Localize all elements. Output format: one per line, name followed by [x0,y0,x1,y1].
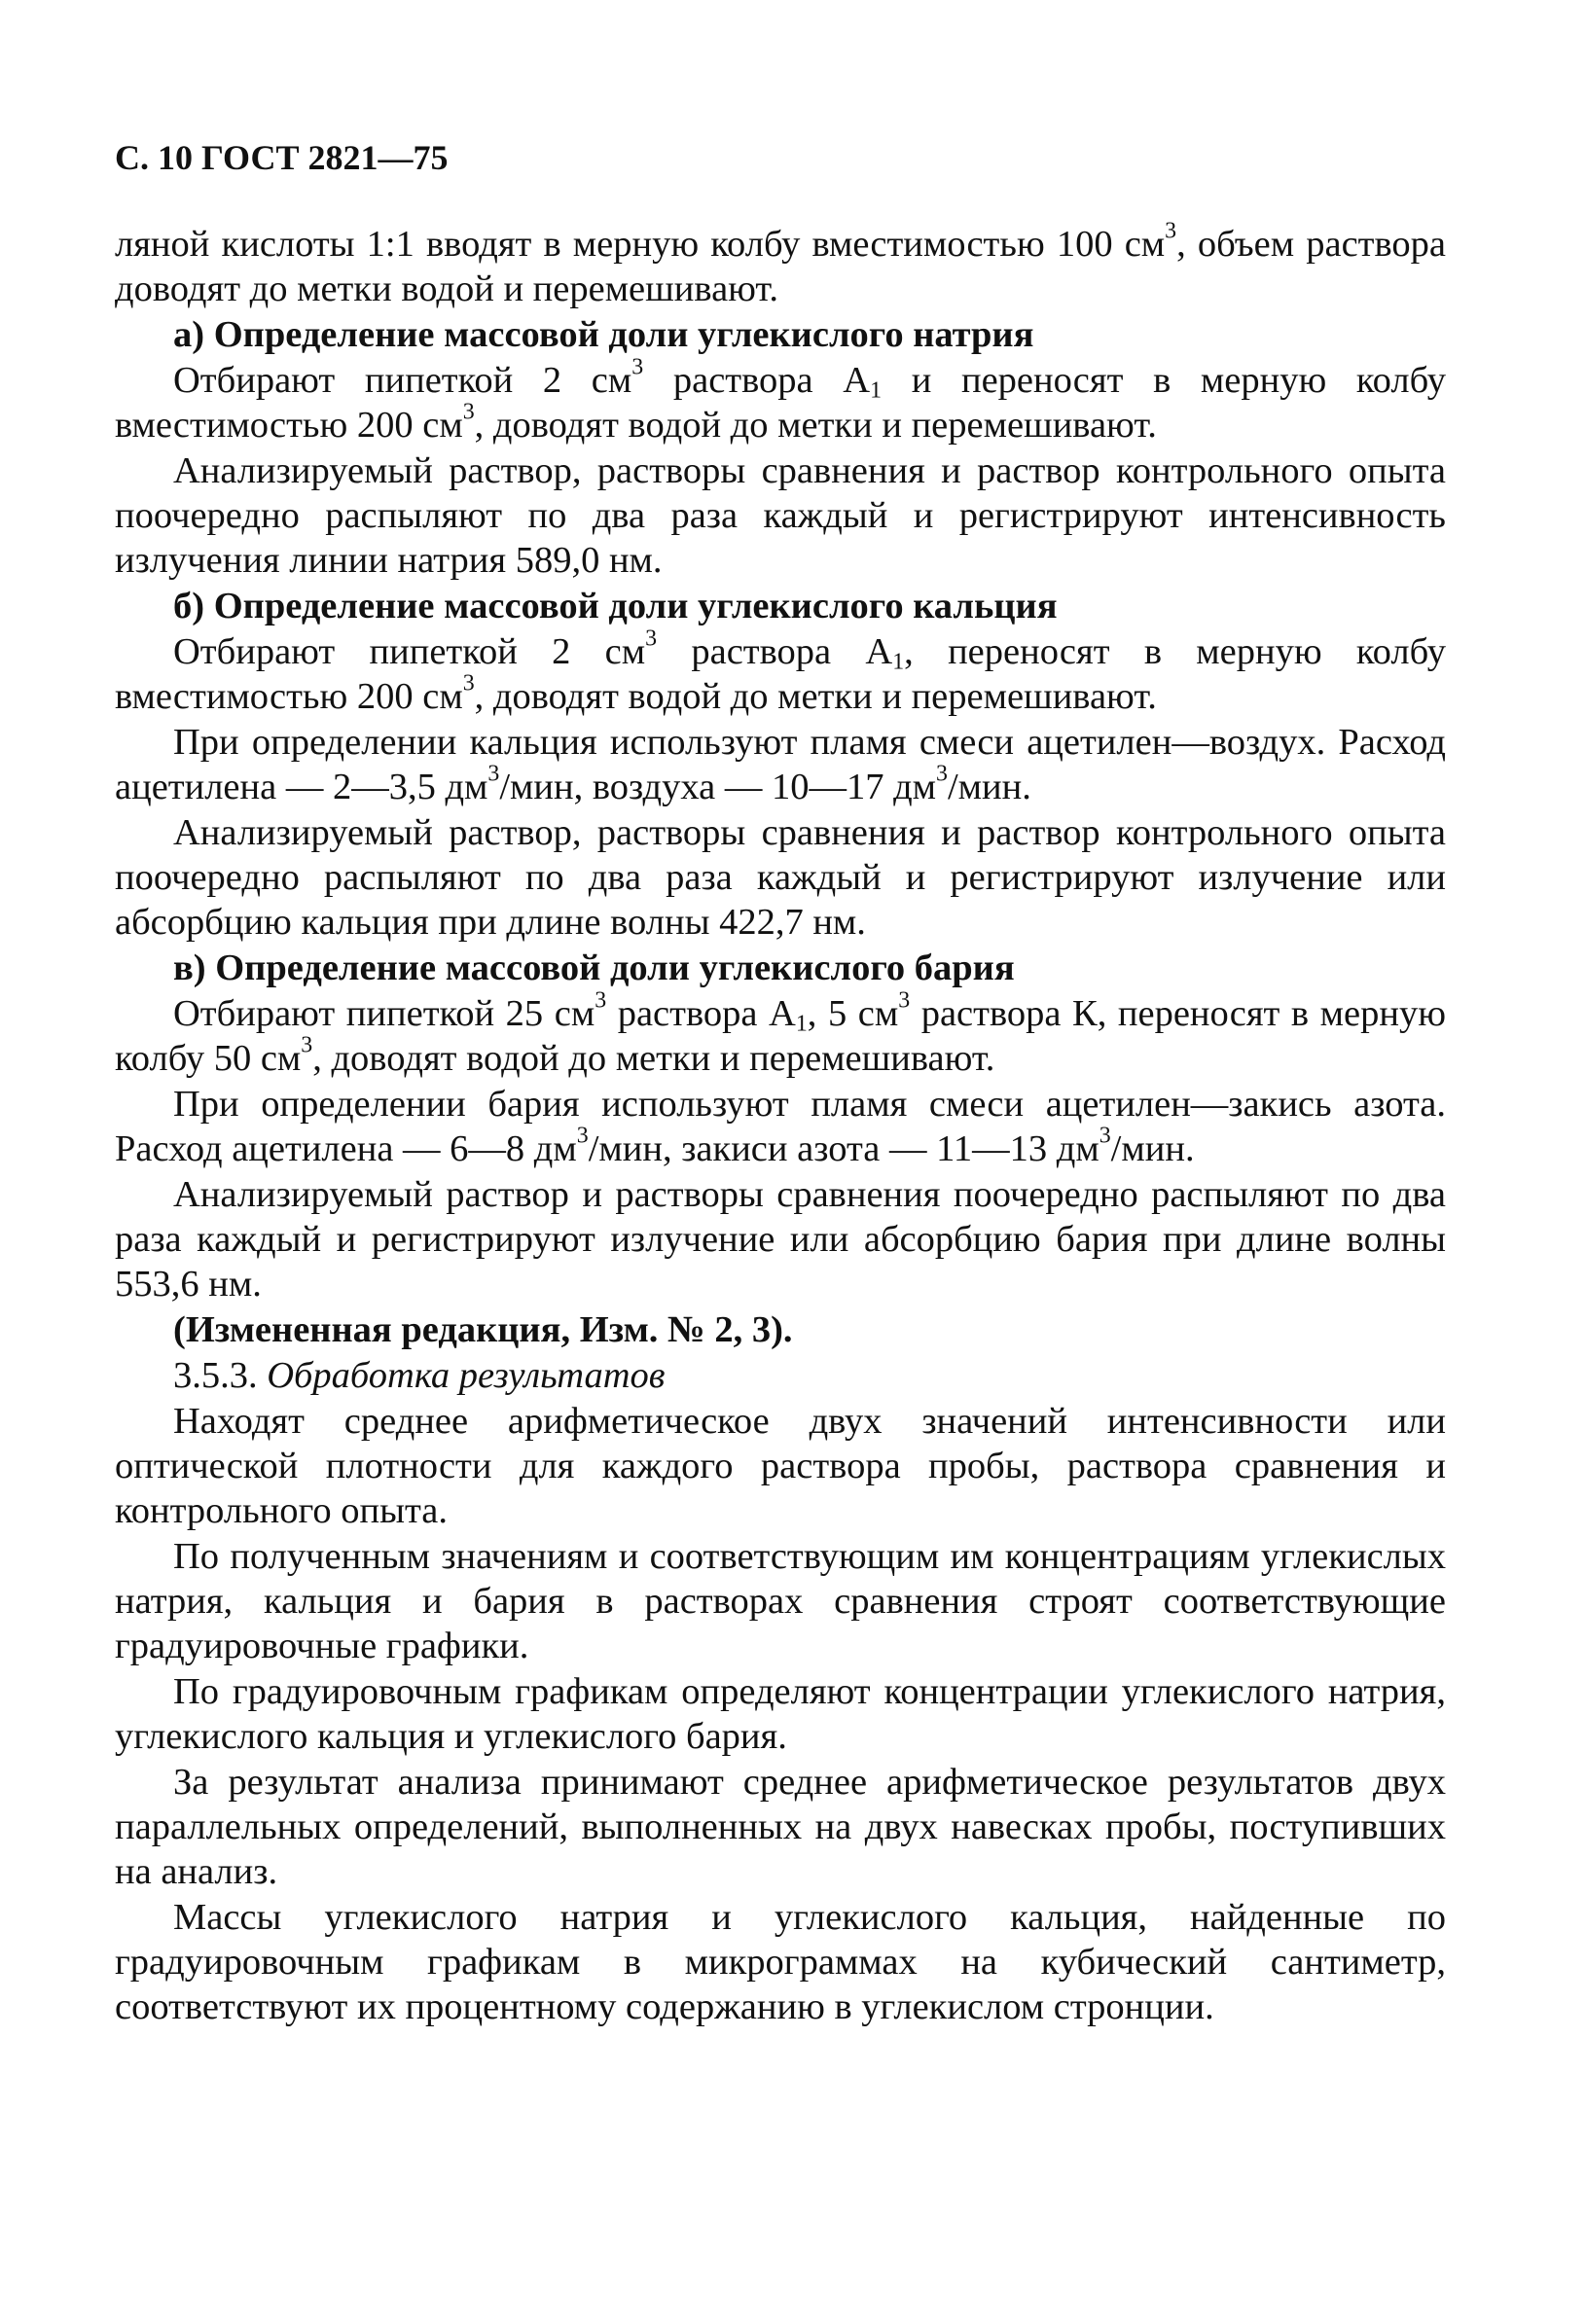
paragraph [115,720,1446,809]
paragraph [115,1082,1446,1171]
superscript: 3 [595,987,607,1014]
clause-heading [115,1353,1446,1398]
text-run: , переносят в мерную колбу вместимостью 200 см [115,631,1446,717]
paragraph: Массы углекислого натрия и углекислого кальция, найденные по градуировочным графикам в микрограммах на кубический сантиметр, соответствуют их процентному содержанию в углекислом стронции. [115,1897,1446,2027]
superscript: 3 [462,399,475,425]
page-header: С. 10 ГОСТ 2821—75 [115,138,449,177]
text-run: ляной кислоты 1:1 вводят в мерную колбу вместимостью 100 см [115,224,1166,265]
clause-number: 3.5.3. [173,1355,258,1396]
text-run: /мин. [947,767,1031,807]
superscript: 3 [487,761,500,787]
text-run: , 5 см [807,993,899,1034]
text-run: /мин, воздуха — 10—17 дм [499,767,937,807]
paragraph: Анализируемый раствор, растворы сравнения и раствор контрольного опыта поочередно распыляют по два раза каждый и регистрируют интенсивность излучения линии натрия 589,0 нм. [115,450,1446,581]
paragraph: По полученным значениям и соответствующим им концентрациям углекислых натрия, кальция и бария в растворах сравнения строят соответствующие градуировочные графики. [115,1536,1446,1666]
text-run: , доводят водой до метки и перемешивают. [312,1038,995,1079]
text-run: Отбирают пипеткой 2 см [173,631,646,672]
paragraph: По градуировочным графикам определяют концентрации углекислого натрия, углекислого кальция и углекислого бария. [115,1671,1446,1757]
subscript: 1 [795,1011,808,1037]
document-body [115,218,1446,2030]
superscript: 3 [1165,218,1177,244]
superscript: 3 [301,1032,313,1058]
paragraph [115,987,1446,1081]
superscript: 3 [462,670,475,697]
text-run: раствора А [657,631,893,672]
superscript: 3 [898,987,911,1014]
text-run: Отбирают пипеткой 2 см [173,360,632,401]
paragraph [115,626,1446,719]
text-run: , объем раствора доводят до метки водой и перемешивают. [115,224,1446,309]
paragraph: Анализируемый раствор и растворы сравнения поочередно распыляют по два раза каждый и регистрируют излучение или абсорбцию бария при длине волны 553,6 нм. [115,1174,1446,1305]
text-run: раствора К, переносят в мерную колбу 50 см [115,993,1446,1079]
subsection-heading-c: в) Определение массовой доли углекислого бария [173,947,1015,988]
text-run: раствора А [643,360,871,401]
superscript: 3 [645,626,658,652]
text-run: Отбирают пипеткой 25 см [173,993,595,1034]
paragraph [115,354,1446,447]
paragraph-continuation [115,218,1446,311]
paragraph: Находят среднее арифметическое двух значений интенсивности или оптической плотности для каждого раствора пробы, раствора сравнения и контрольного опыта. [115,1401,1446,1531]
text-run: При определении кальция используют пламя смеси ацетилен—воздух. Расход ацетилена — 2—3,5 дм [115,722,1446,807]
paragraph: Анализируемый раствор, растворы сравнения и раствор контрольного опыта поочередно распыляют по два раза каждый и регистрируют излучение или абсорбцию кальция при длине волны 422,7 нм. [115,812,1446,943]
clause-title: Обработка результатов [267,1355,666,1396]
superscript: 3 [1099,1123,1111,1149]
subsection-heading-a: а) Определение массовой доли углекислого натрия [173,314,1034,355]
paragraph: За результат анализа принимают среднее арифметическое результатов двух параллельных определений, выполненных на двух навесках пробы, поступивших на анализ. [115,1762,1446,1892]
subscript: 1 [892,649,905,675]
text-run: раствора А [606,993,796,1034]
subsection-heading-b: б) Определение массовой доли углекислого кальция [173,586,1058,626]
text-run: При определении бария используют пламя смеси ацетилен—закись азота. Расход ацетилена — 6—8 дм [115,1084,1446,1169]
text-run: /мин. [1110,1128,1195,1169]
superscript: 3 [631,354,644,380]
text-run: и переносят в мерную колбу вместимостью 200 см [115,360,1446,446]
text-run: , доводят водой до метки и перемешивают. [474,405,1157,446]
text-run: /мин, закиси азота — 11—13 дм [588,1128,1099,1169]
superscript: 3 [576,1123,589,1149]
superscript: 3 [936,761,948,787]
subscript: 1 [870,377,883,404]
amendment-note: (Измененная редакция, Изм. № 2, 3). [173,1309,793,1350]
text-run: , доводят водой до метки и перемешивают. [474,676,1157,717]
